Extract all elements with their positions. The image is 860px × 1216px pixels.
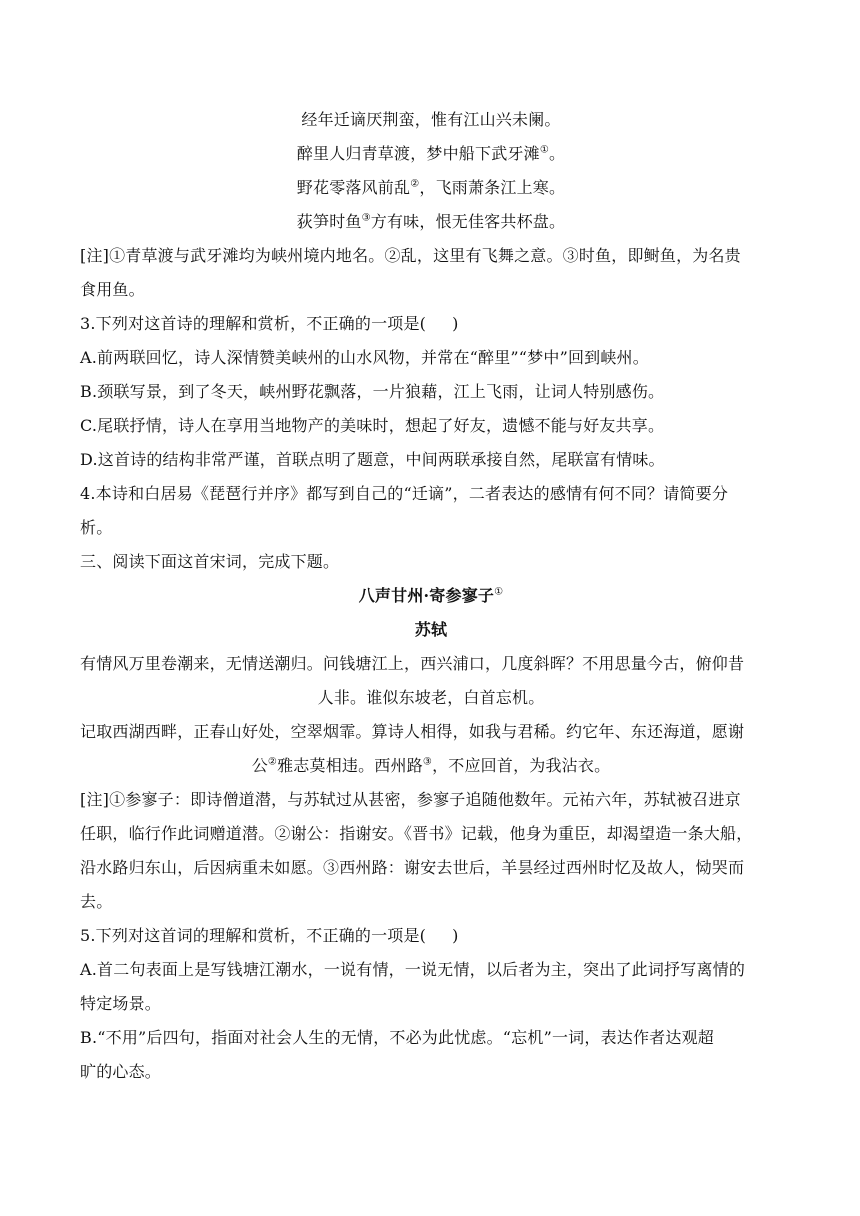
question-5-option-b-line-2: 旷的心态。 bbox=[80, 1062, 162, 1081]
ci-line-3: 记取西湖西畔，正春山好处，空翠烟霏。算诗人相得，如我与君稀。约它年、东还海道，愿谢 bbox=[80, 722, 745, 741]
section-3-heading: 三、阅读下面这首宋词，完成下题。 bbox=[80, 552, 340, 571]
question-5-option-a-line-2: 特定场景。 bbox=[80, 994, 162, 1013]
question-4-line-2: 析。 bbox=[80, 518, 113, 537]
footnote-marker: ③ bbox=[361, 212, 371, 224]
poem-line-3: 野花零落风前乱②，飞雨萧条江上寒。 bbox=[296, 178, 566, 197]
ci-note-line-2: 任职，临行作此词赠道潜。②谢公：指谢安。《晋书》记载，他身为重臣，却渴望造一条大船， bbox=[80, 824, 753, 843]
footnote-marker: ② bbox=[267, 756, 278, 768]
poem-note-line-1: [注]①青草渡与武牙滩均为峡州境内地名。②乱，这里有飞舞之意。③时鱼，即鲥鱼，为名贵 bbox=[80, 246, 741, 265]
footnote-marker: ③ bbox=[422, 756, 433, 768]
question-4-line-1: 4.本诗和白居易《琵琶行并序》都写到自己的“迁谪”，二者表达的感情有何不同？请简要分 bbox=[80, 484, 729, 503]
ci-line-2: 人非。谁似东坡老，白首忘机。 bbox=[317, 688, 545, 707]
ci-note-line-4: 去。 bbox=[80, 892, 113, 911]
ci-note-line-1: [注]①参寥子：即诗僧道潜，与苏轼过从甚密，参寥子追随他数年。元祐六年，苏轼被召进京 bbox=[80, 790, 741, 809]
ci-note-line-3: 沿水路归东山，后因病重未如愿。③西州路：谢安去世后，羊昙经过西州时忆及故人，恸哭而 bbox=[80, 858, 745, 877]
poem-line-1: 经年迁谪厌荆蛮，惟有江山兴未阑。 bbox=[301, 110, 561, 129]
footnote-marker: ① bbox=[539, 144, 549, 156]
question-3-option-d: D.这首诗的结构非常严谨，首联点明了题意，中间两联承接自然，尾联富有情味。 bbox=[80, 450, 665, 469]
poem-line-2: 醉里人归青草渡，梦中船下武牙滩①。 bbox=[296, 144, 566, 163]
question-3-option-c: C.尾联抒情，诗人在享用当地物产的美味时，想起了好友，遗憾不能与好友共享。 bbox=[80, 416, 665, 435]
ci-line-1: 有情风万里卷潮来，无情送潮归。问钱塘江上，西兴浦口，几度斜晖？不用思量今古，俯仰昔 bbox=[80, 654, 745, 673]
question-3-stem: 3.下列对这首诗的理解和赏析，不正确的一项是( ) bbox=[80, 314, 459, 333]
ci-author: 苏轼 bbox=[414, 620, 448, 639]
question-3-option-a: A.前两联回忆，诗人深情赞美峡州的山水风物，并常在“醉里”“梦中”回到峡州。 bbox=[80, 348, 649, 367]
footnote-marker: ② bbox=[410, 178, 420, 190]
ci-line-4: 公②雅志莫相违。西州路③，不应回首，为我沾衣。 bbox=[251, 756, 611, 775]
question-3-option-b: B.颈联写景，到了冬天，峡州野花飘落，一片狼藉，江上飞雨，让词人特别感伤。 bbox=[80, 382, 665, 401]
question-5-option-a-line-1: A.首二句表面上是写钱塘江潮水，一说有情，一说无情，以后者为主，突出了此词抒写离情的 bbox=[80, 960, 746, 979]
ci-title: 八声甘州·寄参寥子① bbox=[358, 586, 504, 605]
poem-note-line-2: 食用鱼。 bbox=[80, 280, 145, 299]
poem-line-4: 荻笋时鱼③方有味，恨无佳客共杯盘。 bbox=[296, 212, 566, 231]
footnote-marker: ① bbox=[494, 586, 504, 598]
question-5-option-b-line-1: B.“不用”后四句，指面对社会人生的无情，不必为此忧虑。“忘机”一词，表达作者达观超 bbox=[80, 1028, 714, 1047]
question-5-stem: 5.下列对这首词的理解和赏析，不正确的一项是( ) bbox=[80, 926, 459, 945]
